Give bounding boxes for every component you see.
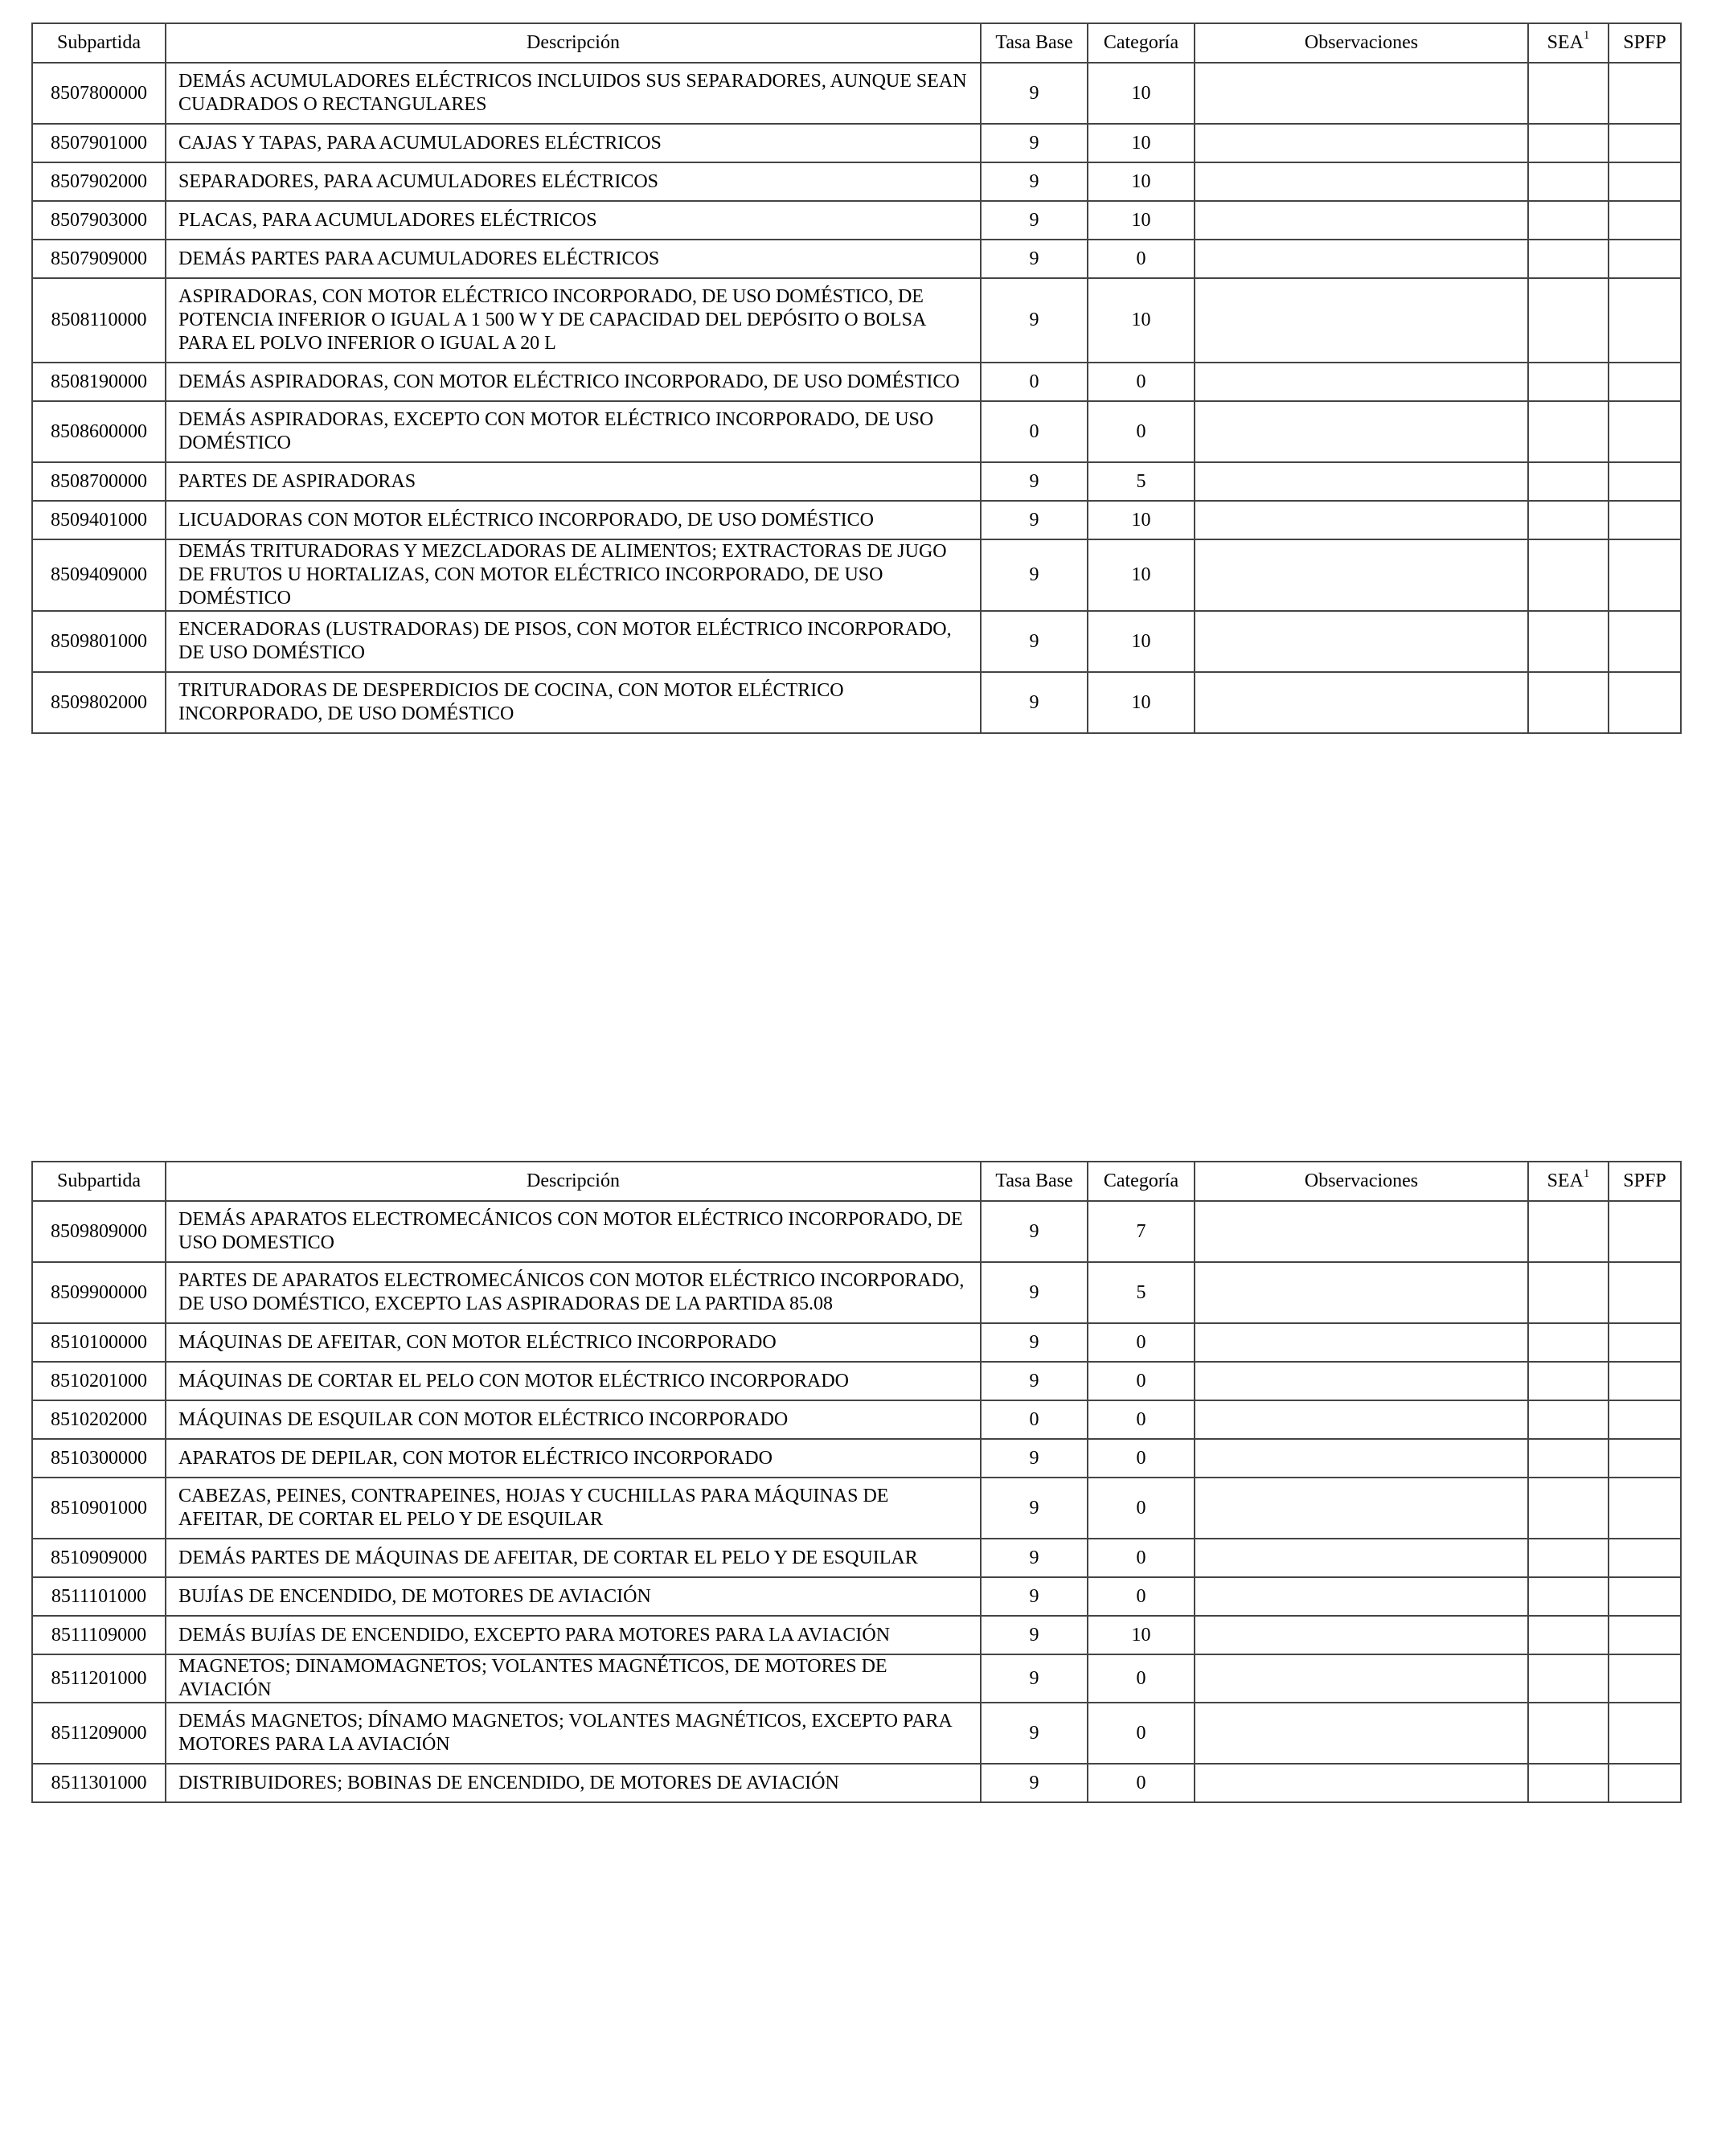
table-row [32, 1362, 1681, 1400]
cell-tasa-base: 9 [981, 501, 1088, 539]
cell-sea [1528, 1764, 1609, 1802]
cell-sea [1528, 462, 1609, 501]
cell-spfp [1609, 1616, 1681, 1654]
cell-categoria: 10 [1088, 672, 1195, 733]
cell-observaciones [1195, 1703, 1528, 1764]
cell-spfp [1609, 539, 1681, 611]
table-row [32, 162, 1681, 201]
table-row [32, 124, 1681, 162]
cell-tasa-base: 9 [981, 201, 1088, 240]
cell-spfp [1609, 1323, 1681, 1362]
cell-subpartida: 8507800000 [32, 63, 166, 124]
cell-tasa-base: 9 [981, 1478, 1088, 1539]
cell-tasa-base: 9 [981, 1703, 1088, 1764]
table-body [32, 63, 1681, 733]
cell-observaciones [1195, 201, 1528, 240]
cell-observaciones [1195, 462, 1528, 501]
table-row [32, 1201, 1681, 1262]
cell-categoria: 0 [1088, 401, 1195, 462]
cell-sea [1528, 1439, 1609, 1478]
table-row [32, 1539, 1681, 1577]
cell-spfp [1609, 1362, 1681, 1400]
cell-categoria: 10 [1088, 124, 1195, 162]
cell-descripcion: DEMÁS ASPIRADORAS, EXCEPTO CON MOTOR ELÉCTRICO INCORPORADO, DE USO DOMÉSTICO [166, 401, 981, 462]
cell-sea [1528, 1323, 1609, 1362]
cell-spfp [1609, 611, 1681, 672]
cell-categoria: 10 [1088, 278, 1195, 363]
table-row [32, 363, 1681, 401]
header-spfp: SPFP [1609, 1162, 1681, 1201]
cell-descripcion: MÁQUINAS DE ESQUILAR CON MOTOR ELÉCTRICO INCORPORADO [166, 1400, 981, 1439]
table-row [32, 1262, 1681, 1323]
header-tasa-base: Tasa Base [981, 23, 1088, 63]
cell-sea [1528, 539, 1609, 611]
cell-subpartida: 8510201000 [32, 1362, 166, 1400]
cell-spfp [1609, 1539, 1681, 1577]
cell-sea [1528, 201, 1609, 240]
cell-subpartida: 8510202000 [32, 1400, 166, 1439]
cell-sea [1528, 363, 1609, 401]
cell-observaciones [1195, 1323, 1528, 1362]
header-sea-footnote: 1 [1583, 1167, 1590, 1180]
table-row [32, 278, 1681, 363]
cell-descripcion: DEMÁS ACUMULADORES ELÉCTRICOS INCLUIDOS SUS SEPARADORES, AUNQUE SEAN CUADRADOS O RECTANGULARES [166, 63, 981, 124]
cell-tasa-base: 9 [981, 63, 1088, 124]
cell-categoria: 10 [1088, 162, 1195, 201]
header-categoria: Categoría [1088, 23, 1195, 63]
table-row [32, 1654, 1681, 1703]
cell-sea [1528, 124, 1609, 162]
cell-tasa-base: 9 [981, 1201, 1088, 1262]
cell-descripcion: CAJAS Y TAPAS, PARA ACUMULADORES ELÉCTRICOS [166, 124, 981, 162]
table-row [32, 672, 1681, 733]
cell-observaciones [1195, 162, 1528, 201]
cell-sea [1528, 1478, 1609, 1539]
table-row [32, 201, 1681, 240]
cell-descripcion: SEPARADORES, PARA ACUMULADORES ELÉCTRICOS [166, 162, 981, 201]
table-row [32, 1703, 1681, 1764]
cell-spfp [1609, 1703, 1681, 1764]
table-row [32, 1478, 1681, 1539]
cell-spfp [1609, 1439, 1681, 1478]
cell-observaciones [1195, 124, 1528, 162]
cell-observaciones [1195, 672, 1528, 733]
cell-tasa-base: 9 [981, 1439, 1088, 1478]
cell-categoria: 0 [1088, 1439, 1195, 1478]
table-row [32, 539, 1681, 611]
cell-spfp [1609, 1654, 1681, 1703]
cell-categoria: 7 [1088, 1201, 1195, 1262]
tariff-table-1 [31, 23, 1682, 734]
cell-categoria: 10 [1088, 611, 1195, 672]
cell-descripcion: DEMÁS TRITURADORAS Y MEZCLADORAS DE ALIMENTOS; EXTRACTORAS DE JUGO DE FRUTOS U HORTALIZAS, CON MOTOR ELÉCTRICO INCORPORADO, DE USO DOMÉSTICO [166, 539, 981, 611]
cell-spfp [1609, 162, 1681, 201]
cell-sea [1528, 278, 1609, 363]
table-row [32, 1439, 1681, 1478]
cell-tasa-base: 9 [981, 1654, 1088, 1703]
cell-categoria: 0 [1088, 240, 1195, 278]
header-subpartida: Subpartida [32, 1162, 166, 1201]
cell-sea [1528, 1703, 1609, 1764]
table-row [32, 63, 1681, 124]
cell-subpartida: 8510300000 [32, 1439, 166, 1478]
cell-sea [1528, 1539, 1609, 1577]
cell-descripcion: PLACAS, PARA ACUMULADORES ELÉCTRICOS [166, 201, 981, 240]
cell-sea [1528, 1362, 1609, 1400]
table-row [32, 462, 1681, 501]
cell-tasa-base: 9 [981, 278, 1088, 363]
cell-observaciones [1195, 1201, 1528, 1262]
cell-spfp [1609, 1400, 1681, 1439]
cell-categoria: 0 [1088, 1400, 1195, 1439]
cell-descripcion: DEMÁS ASPIRADORAS, CON MOTOR ELÉCTRICO INCORPORADO, DE USO DOMÉSTICO [166, 363, 981, 401]
cell-categoria: 0 [1088, 1703, 1195, 1764]
table-row [32, 611, 1681, 672]
cell-observaciones [1195, 1764, 1528, 1802]
cell-categoria: 0 [1088, 1577, 1195, 1616]
cell-descripcion: DEMÁS APARATOS ELECTROMECÁNICOS CON MOTOR ELÉCTRICO INCORPORADO, DE USO DOMESTICO [166, 1201, 981, 1262]
cell-sea [1528, 401, 1609, 462]
table-row [32, 1400, 1681, 1439]
cell-descripcion: DEMÁS BUJÍAS DE ENCENDIDO, EXCEPTO PARA MOTORES PARA LA AVIACIÓN [166, 1616, 981, 1654]
cell-tasa-base: 9 [981, 1539, 1088, 1577]
cell-subpartida: 8509900000 [32, 1262, 166, 1323]
cell-tasa-base: 9 [981, 240, 1088, 278]
cell-spfp [1609, 1262, 1681, 1323]
cell-categoria: 10 [1088, 201, 1195, 240]
cell-observaciones [1195, 1577, 1528, 1616]
header-categoria: Categoría [1088, 1162, 1195, 1201]
cell-subpartida: 8509801000 [32, 611, 166, 672]
cell-spfp [1609, 1577, 1681, 1616]
cell-sea [1528, 1262, 1609, 1323]
cell-sea [1528, 611, 1609, 672]
cell-spfp [1609, 1478, 1681, 1539]
cell-subpartida: 8511301000 [32, 1764, 166, 1802]
cell-sea [1528, 63, 1609, 124]
cell-descripcion: DEMÁS PARTES PARA ACUMULADORES ELÉCTRICOS [166, 240, 981, 278]
cell-spfp [1609, 462, 1681, 501]
header-sea-footnote: 1 [1583, 29, 1590, 42]
cell-descripcion: PARTES DE ASPIRADORAS [166, 462, 981, 501]
header-spfp: SPFP [1609, 23, 1681, 63]
cell-observaciones [1195, 501, 1528, 539]
cell-descripcion: CABEZAS, PEINES, CONTRAPEINES, HOJAS Y CUCHILLAS PARA MÁQUINAS DE AFEITAR, DE CORTAR EL PELO Y DE ESQUILAR [166, 1478, 981, 1539]
cell-descripcion: DEMÁS PARTES DE MÁQUINAS DE AFEITAR, DE CORTAR EL PELO Y DE ESQUILAR [166, 1539, 981, 1577]
cell-subpartida: 8507909000 [32, 240, 166, 278]
cell-spfp [1609, 124, 1681, 162]
cell-subpartida: 8508190000 [32, 363, 166, 401]
cell-sea [1528, 1201, 1609, 1262]
cell-subpartida: 8510100000 [32, 1323, 166, 1362]
cell-categoria: 0 [1088, 1764, 1195, 1802]
cell-observaciones [1195, 278, 1528, 363]
cell-subpartida: 8508110000 [32, 278, 166, 363]
cell-sea [1528, 1654, 1609, 1703]
cell-subpartida: 8509401000 [32, 501, 166, 539]
cell-spfp [1609, 63, 1681, 124]
cell-subpartida: 8511101000 [32, 1577, 166, 1616]
cell-categoria: 5 [1088, 462, 1195, 501]
cell-descripcion: MÁQUINAS DE AFEITAR, CON MOTOR ELÉCTRICO INCORPORADO [166, 1323, 981, 1362]
cell-tasa-base: 9 [981, 1262, 1088, 1323]
cell-observaciones [1195, 1439, 1528, 1478]
table-row [32, 1616, 1681, 1654]
cell-subpartida: 8507903000 [32, 201, 166, 240]
cell-tasa-base: 9 [981, 611, 1088, 672]
cell-sea [1528, 1577, 1609, 1616]
cell-subpartida: 8509809000 [32, 1201, 166, 1262]
cell-descripcion: PARTES DE APARATOS ELECTROMECÁNICOS CON MOTOR ELÉCTRICO INCORPORADO, DE USO DOMÉSTICO, EXCEPTO LAS ASPIRADORAS DE LA PARTIDA 85.08 [166, 1262, 981, 1323]
header-sea-label: SEA [1547, 32, 1584, 53]
cell-spfp [1609, 401, 1681, 462]
cell-spfp [1609, 201, 1681, 240]
cell-tasa-base: 9 [981, 1362, 1088, 1400]
header-sea-label: SEA [1547, 1170, 1584, 1191]
cell-descripcion: MAGNETOS; DINAMOMAGNETOS; VOLANTES MAGNÉTICOS, DE MOTORES DE AVIACIÓN [166, 1654, 981, 1703]
cell-subpartida: 8510909000 [32, 1539, 166, 1577]
cell-spfp [1609, 278, 1681, 363]
cell-subpartida: 8507902000 [32, 162, 166, 201]
cell-descripcion: BUJÍAS DE ENCENDIDO, DE MOTORES DE AVIACIÓN [166, 1577, 981, 1616]
cell-sea [1528, 240, 1609, 278]
cell-categoria: 5 [1088, 1262, 1195, 1323]
cell-descripcion: DISTRIBUIDORES; BOBINAS DE ENCENDIDO, DE MOTORES DE AVIACIÓN [166, 1764, 981, 1802]
cell-spfp [1609, 240, 1681, 278]
table-row [32, 501, 1681, 539]
table-row [32, 1577, 1681, 1616]
header-subpartida: Subpartida [32, 23, 166, 63]
header-descripcion: Descripción [166, 23, 981, 63]
cell-spfp [1609, 363, 1681, 401]
cell-observaciones [1195, 611, 1528, 672]
cell-categoria: 0 [1088, 1654, 1195, 1703]
header-descripcion: Descripción [166, 1162, 981, 1201]
table-header-row [32, 1162, 1681, 1201]
cell-spfp [1609, 672, 1681, 733]
cell-spfp [1609, 1201, 1681, 1262]
cell-categoria: 10 [1088, 501, 1195, 539]
cell-descripcion: ASPIRADORAS, CON MOTOR ELÉCTRICO INCORPORADO, DE USO DOMÉSTICO, DE POTENCIA INFERIOR O IGUAL A 1 500 W Y DE CAPACIDAD DEL DEPÓSITO O BOLSA PARA EL POLVO INFERIOR O IGUAL A 20 L [166, 278, 981, 363]
cell-tasa-base: 0 [981, 1400, 1088, 1439]
cell-sea [1528, 1616, 1609, 1654]
cell-observaciones [1195, 63, 1528, 124]
cell-spfp [1609, 1764, 1681, 1802]
table-row [32, 401, 1681, 462]
cell-tasa-base: 9 [981, 124, 1088, 162]
cell-subpartida: 8511109000 [32, 1616, 166, 1654]
cell-subpartida: 8510901000 [32, 1478, 166, 1539]
table-row [32, 1323, 1681, 1362]
header-tasa-base: Tasa Base [981, 1162, 1088, 1201]
cell-observaciones [1195, 240, 1528, 278]
cell-tasa-base: 9 [981, 1577, 1088, 1616]
cell-categoria: 0 [1088, 1323, 1195, 1362]
header-observaciones: Observaciones [1195, 1162, 1528, 1201]
cell-sea [1528, 672, 1609, 733]
cell-observaciones [1195, 1400, 1528, 1439]
cell-observaciones [1195, 1478, 1528, 1539]
cell-categoria: 0 [1088, 1539, 1195, 1577]
cell-categoria: 10 [1088, 63, 1195, 124]
cell-descripcion: APARATOS DE DEPILAR, CON MOTOR ELÉCTRICO INCORPORADO [166, 1439, 981, 1478]
cell-tasa-base: 9 [981, 539, 1088, 611]
cell-sea [1528, 501, 1609, 539]
table-row [32, 1764, 1681, 1802]
cell-subpartida: 8509409000 [32, 539, 166, 611]
cell-tasa-base: 9 [981, 1323, 1088, 1362]
table-body [32, 1201, 1681, 1802]
cell-observaciones [1195, 363, 1528, 401]
cell-observaciones [1195, 1362, 1528, 1400]
cell-descripcion: ENCERADORAS (LUSTRADORAS) DE PISOS, CON MOTOR ELÉCTRICO INCORPORADO, DE USO DOMÉSTICO [166, 611, 981, 672]
cell-observaciones [1195, 1654, 1528, 1703]
cell-subpartida: 8508600000 [32, 401, 166, 462]
table-row [32, 240, 1681, 278]
cell-categoria: 0 [1088, 363, 1195, 401]
cell-observaciones [1195, 401, 1528, 462]
cell-tasa-base: 9 [981, 462, 1088, 501]
cell-sea [1528, 162, 1609, 201]
cell-categoria: 0 [1088, 1478, 1195, 1539]
cell-tasa-base: 9 [981, 672, 1088, 733]
cell-observaciones [1195, 539, 1528, 611]
header-observaciones: Observaciones [1195, 23, 1528, 63]
header-sea [1528, 23, 1609, 63]
cell-subpartida: 8507901000 [32, 124, 166, 162]
cell-subpartida: 8508700000 [32, 462, 166, 501]
cell-tasa-base: 9 [981, 1616, 1088, 1654]
cell-tasa-base: 9 [981, 1764, 1088, 1802]
cell-descripcion: LICUADORAS CON MOTOR ELÉCTRICO INCORPORADO, DE USO DOMÉSTICO [166, 501, 981, 539]
cell-subpartida: 8509802000 [32, 672, 166, 733]
cell-observaciones [1195, 1616, 1528, 1654]
cell-categoria: 10 [1088, 1616, 1195, 1654]
cell-tasa-base: 9 [981, 162, 1088, 201]
cell-spfp [1609, 501, 1681, 539]
cell-descripcion: TRITURADORAS DE DESPERDICIOS DE COCINA, CON MOTOR ELÉCTRICO INCORPORADO, DE USO DOMÉSTICO [166, 672, 981, 733]
cell-tasa-base: 0 [981, 363, 1088, 401]
table-header-row [32, 23, 1681, 63]
cell-subpartida: 8511209000 [32, 1703, 166, 1764]
cell-descripcion: MÁQUINAS DE CORTAR EL PELO CON MOTOR ELÉCTRICO INCORPORADO [166, 1362, 981, 1400]
cell-observaciones [1195, 1262, 1528, 1323]
cell-categoria: 0 [1088, 1362, 1195, 1400]
header-sea [1528, 1162, 1609, 1201]
tariff-table-2 [31, 1161, 1682, 1803]
cell-categoria: 10 [1088, 539, 1195, 611]
cell-observaciones [1195, 1539, 1528, 1577]
cell-tasa-base: 0 [981, 401, 1088, 462]
cell-descripcion: DEMÁS MAGNETOS; DÍNAMO MAGNETOS; VOLANTES MAGNÉTICOS, EXCEPTO PARA MOTORES PARA LA AVIACIÓN [166, 1703, 981, 1764]
cell-sea [1528, 1400, 1609, 1439]
cell-subpartida: 8511201000 [32, 1654, 166, 1703]
